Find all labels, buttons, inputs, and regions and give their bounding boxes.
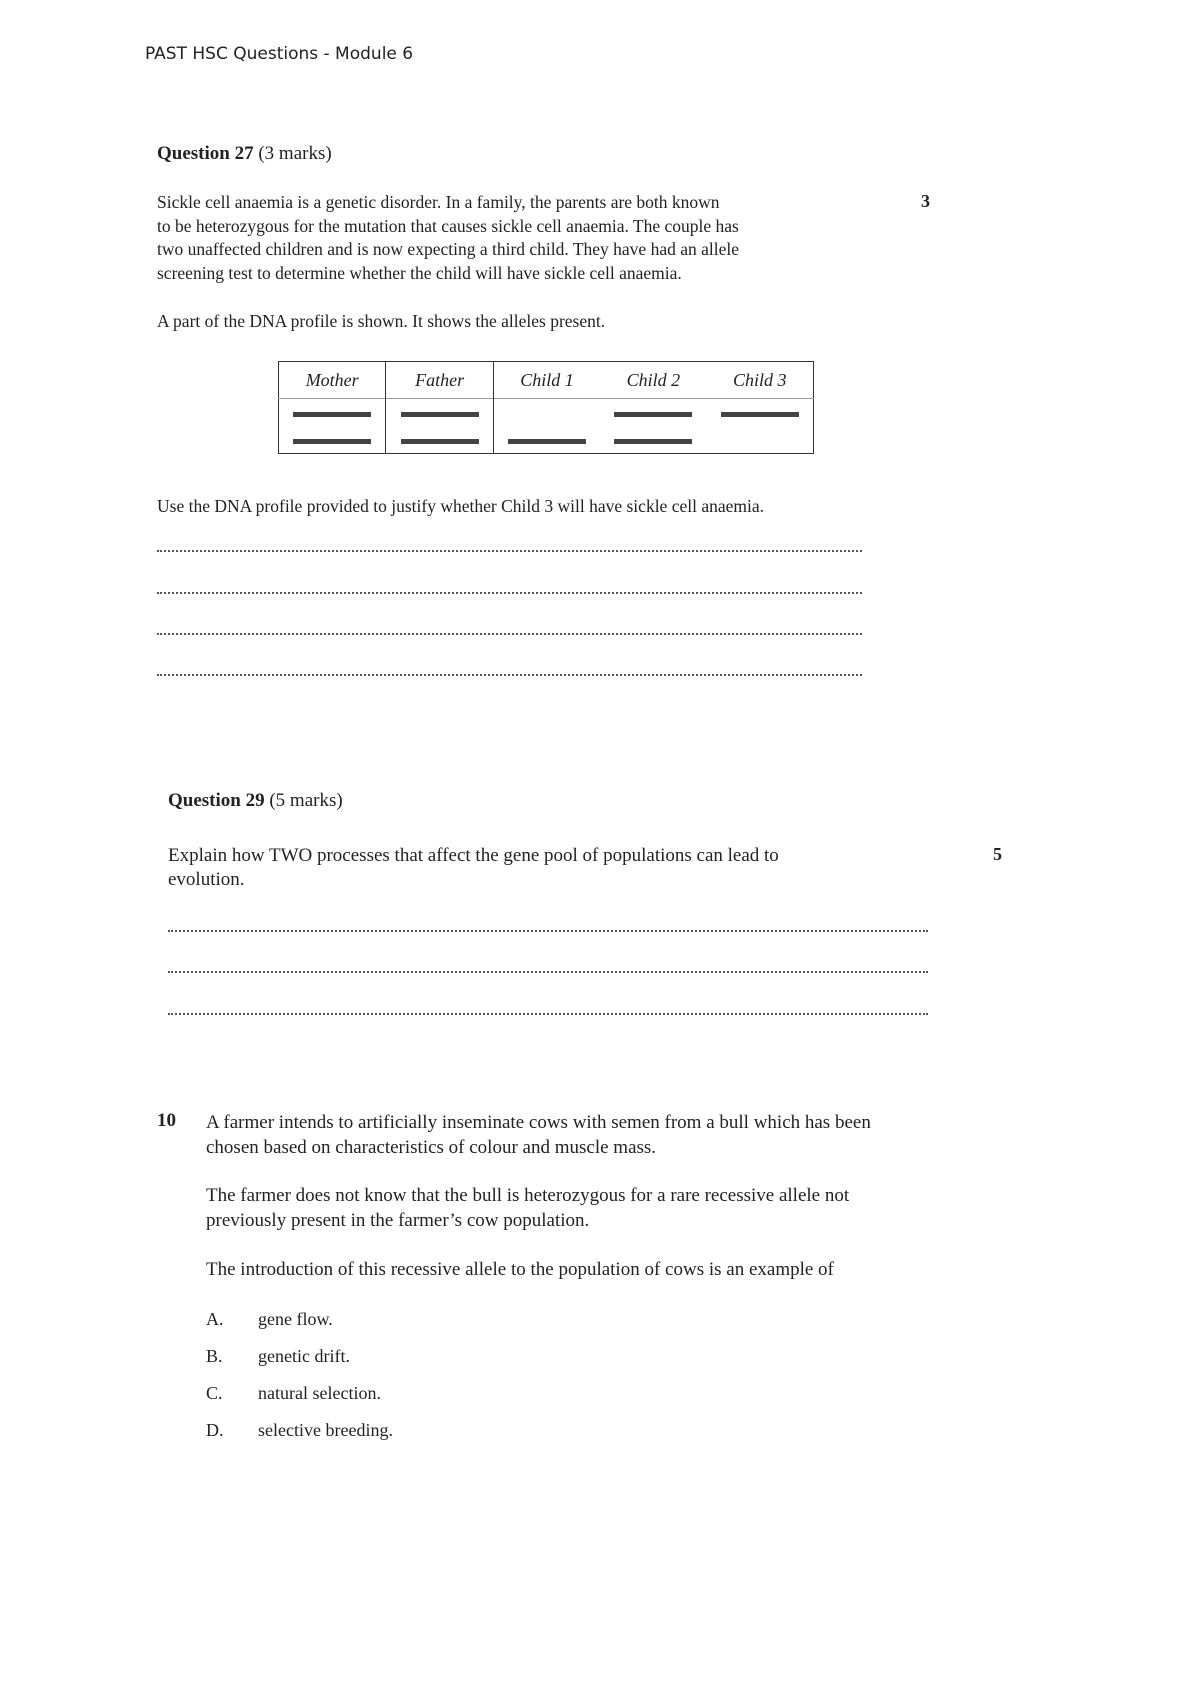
answer-line[interactable] xyxy=(168,1013,928,1015)
dna-profile-intro: A part of the DNA profile is shown. It shows the alleles present. xyxy=(157,311,606,331)
question-27-number: Question 27 xyxy=(157,143,254,164)
band-cell-mother-2 xyxy=(279,426,386,454)
col-header-child-1: Child 1 xyxy=(520,369,574,390)
q10-line: chosen based on characteristics of colour and muscle mass. xyxy=(206,1137,657,1158)
dna-band xyxy=(293,412,371,417)
col-header-child-3: Child 3 xyxy=(733,369,787,390)
option-b-text: genetic drift. xyxy=(258,1346,350,1366)
option-a-letter: A. xyxy=(206,1309,224,1329)
band-cell-father-1 xyxy=(386,399,493,427)
band-cell-mother-1 xyxy=(279,399,386,427)
question-27-title xyxy=(157,143,332,165)
answer-line[interactable] xyxy=(157,592,862,594)
option-c-letter: C. xyxy=(206,1383,223,1403)
option-b-letter: B. xyxy=(206,1346,223,1366)
q10-line: A farmer intends to artificially inseminate cows with semen from a bull which has been xyxy=(206,1112,871,1133)
band-cell-child-1-1 xyxy=(493,399,600,427)
col-header-mother: Mother xyxy=(279,362,386,399)
question-29-stem xyxy=(168,844,928,892)
band-cell-child-3-1 xyxy=(707,399,814,427)
dna-band xyxy=(401,439,479,444)
dna-band xyxy=(293,439,371,444)
dna-band xyxy=(614,439,692,444)
question-29-number: Question 29 xyxy=(168,790,265,811)
option-c[interactable] xyxy=(206,1383,381,1404)
dna-band xyxy=(401,412,479,417)
q27-line: two unaffected children and is now expecting a third child. They have had an allele xyxy=(157,239,739,259)
option-a-text: gene flow. xyxy=(258,1309,333,1329)
page-header: PAST HSC Questions - Module 6 xyxy=(145,44,414,64)
option-d-letter: D. xyxy=(206,1420,224,1440)
band-cell-child-2-1 xyxy=(600,399,706,427)
option-d[interactable] xyxy=(206,1420,393,1441)
q27-line: screening test to determine whether the child will have sickle cell anaemia. xyxy=(157,262,682,283)
dna-band xyxy=(614,412,692,417)
q27-line: Sickle cell anaemia is a genetic disorder. In a family, the parents are both known xyxy=(157,192,720,212)
option-b[interactable] xyxy=(206,1346,350,1367)
question-10-para-1 xyxy=(206,1110,976,1160)
question-29-marks-label: (5 marks) xyxy=(269,790,343,811)
question-10-para-2 xyxy=(206,1183,976,1233)
dna-band xyxy=(508,439,586,444)
question-27-marks: 3 xyxy=(921,191,930,211)
q10-line: The farmer does not know that the bull is heterozygous for a rare recessive allele not xyxy=(206,1185,850,1206)
band-cell-child-2-2 xyxy=(600,426,706,454)
question-29-marks: 5 xyxy=(993,844,1002,864)
question-10-stem: The introduction of this recessive allele to the population of cows is an example of xyxy=(206,1259,834,1280)
band-cell-child-1-2 xyxy=(493,426,600,454)
col-header-child-2: Child 2 xyxy=(626,369,681,390)
answer-line[interactable] xyxy=(157,633,862,635)
band-cell-father-2 xyxy=(386,426,493,454)
answer-line[interactable] xyxy=(168,930,928,932)
question-29-title xyxy=(168,790,343,812)
q29-line: Explain how TWO processes that affect the gene pool of populations can lead to xyxy=(168,845,779,866)
answer-line[interactable] xyxy=(157,550,862,552)
answer-line[interactable] xyxy=(168,971,928,973)
question-27-marks-label: (3 marks) xyxy=(258,143,332,164)
dna-band xyxy=(721,412,799,417)
q10-line: previously present in the farmer’s cow population. xyxy=(206,1210,590,1231)
question-27-stimulus xyxy=(157,191,862,285)
dna-profile-table xyxy=(278,361,814,454)
option-a[interactable] xyxy=(206,1309,333,1330)
q29-line: evolution. xyxy=(168,869,245,890)
option-d-text: selective breeding. xyxy=(258,1420,393,1440)
question-10-number: 10 xyxy=(157,1110,176,1131)
answer-line[interactable] xyxy=(157,674,862,676)
band-cell-child-3-2 xyxy=(707,426,814,454)
option-c-text: natural selection. xyxy=(258,1383,381,1403)
question-27-prompt: Use the DNA profile provided to justify whether Child 3 will have sickle cell anaemia. xyxy=(157,496,764,516)
dna-band-row-1 xyxy=(279,399,814,427)
col-header-father: Father xyxy=(386,362,493,399)
q27-line: to be heterozygous for the mutation that causes sickle cell anaemia. The couple has xyxy=(157,215,739,236)
dna-band-row-2 xyxy=(279,426,814,454)
